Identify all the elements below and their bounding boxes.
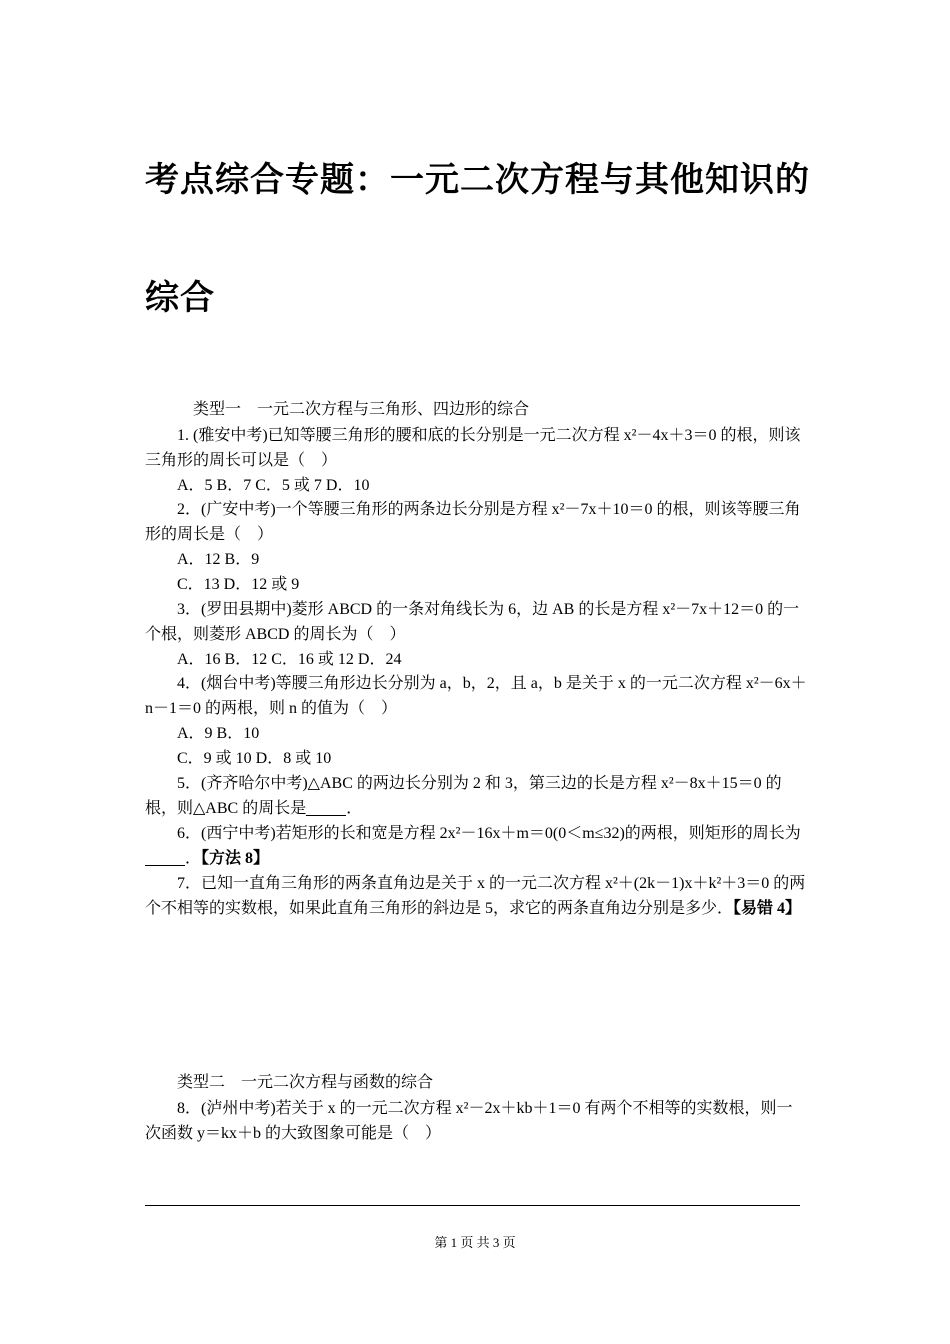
question-7: [145, 871, 808, 921]
section-heading-1: 类型一 一元二次方程与三角形、四边形的综合: [193, 401, 530, 418]
question-3: 3．(罗田县期中)菱形 ABCD 的一条对角线长为 6，边 AB 的长是方程 x²－7x＋12＝0 的一个根，则菱形 ABCD 的周长为（ ）: [145, 601, 800, 643]
question-2-options-line-1: A．12 B．9: [177, 551, 260, 568]
question-4: 4．(烟台中考)等腰三角形边长分别为 a，b，2，且 a，b 是关于 x 的一元二次方程 x²－6x＋n－1＝0 的两根，则 n 的值为（ ）: [145, 675, 807, 717]
question-7-text: 7．已知一直角三角形的两条直角边是关于 x 的一元二次方程 x²＋(2k－1)x＋k²＋3＝0 的两个不相等的实数根，如果此直角三角形的斜边是 5，求它的两条直角边分别是多少．: [145, 875, 806, 917]
page-number: 第 1 页 共 3 页: [434, 1235, 516, 1250]
question-4-options-line-1: A．9 B．10: [177, 725, 260, 742]
page-title-line-2: 综合: [145, 278, 215, 318]
question-2: 2．(广安中考)一个等腰三角形的两条边长分别是方程 x²－7x＋10＝0 的根，则该等腰三角形的周长是（ ）: [145, 501, 801, 543]
question-5-end: ．: [346, 800, 363, 817]
footer-divider: [145, 1205, 800, 1206]
question-5-text: 5．(齐齐哈尔中考)△ABC 的两边长分别为 2 和 3，第三边的长是方程 x²－8x＋15＝0 的根，则△ABC 的周长是: [145, 775, 782, 817]
section-heading-2: 类型二 一元二次方程与函数的综合: [177, 1074, 434, 1091]
method-tag: 【方法 8】: [201, 850, 270, 867]
answer-blank: [145, 849, 185, 866]
answer-blank: [306, 799, 346, 816]
question-6-end: ．: [185, 850, 202, 867]
question-4-options-line-2: C．9 或 10 D．8 或 10: [177, 750, 332, 767]
question-2-options-line-2: C．13 D．12 或 9: [177, 576, 300, 593]
question-3-options: A．16 B．12 C．16 或 12 D．24: [177, 651, 402, 668]
question-6-text: 6．(西宁中考)若矩形的长和宽是方程 2x²－16x＋m＝0(0＜m≤32)的两根，则矩形的周长为: [177, 825, 801, 842]
error-tag: 【易错 4】: [733, 900, 802, 917]
question-1-options: A．5 B．7 C．5 或 7 D．10: [177, 477, 370, 494]
question-1: 1. (雅安中考)已知等腰三角形的腰和底的长分别是一元二次方程 x²－4x＋3＝0 的根，则该三角形的周长可以是（ ）: [145, 427, 801, 469]
question-6: [145, 821, 808, 871]
page-title-line-1: 考点综合专题：一元二次方程与其他知识的: [145, 160, 810, 200]
question-5: [145, 771, 808, 821]
question-8: 8．(泸州中考)若关于 x 的一元二次方程 x²－2x＋kb＋1＝0 有两个不相等的实数根，则一次函数 y＝kx＋b 的大致图象可能是（ ）: [145, 1100, 793, 1142]
